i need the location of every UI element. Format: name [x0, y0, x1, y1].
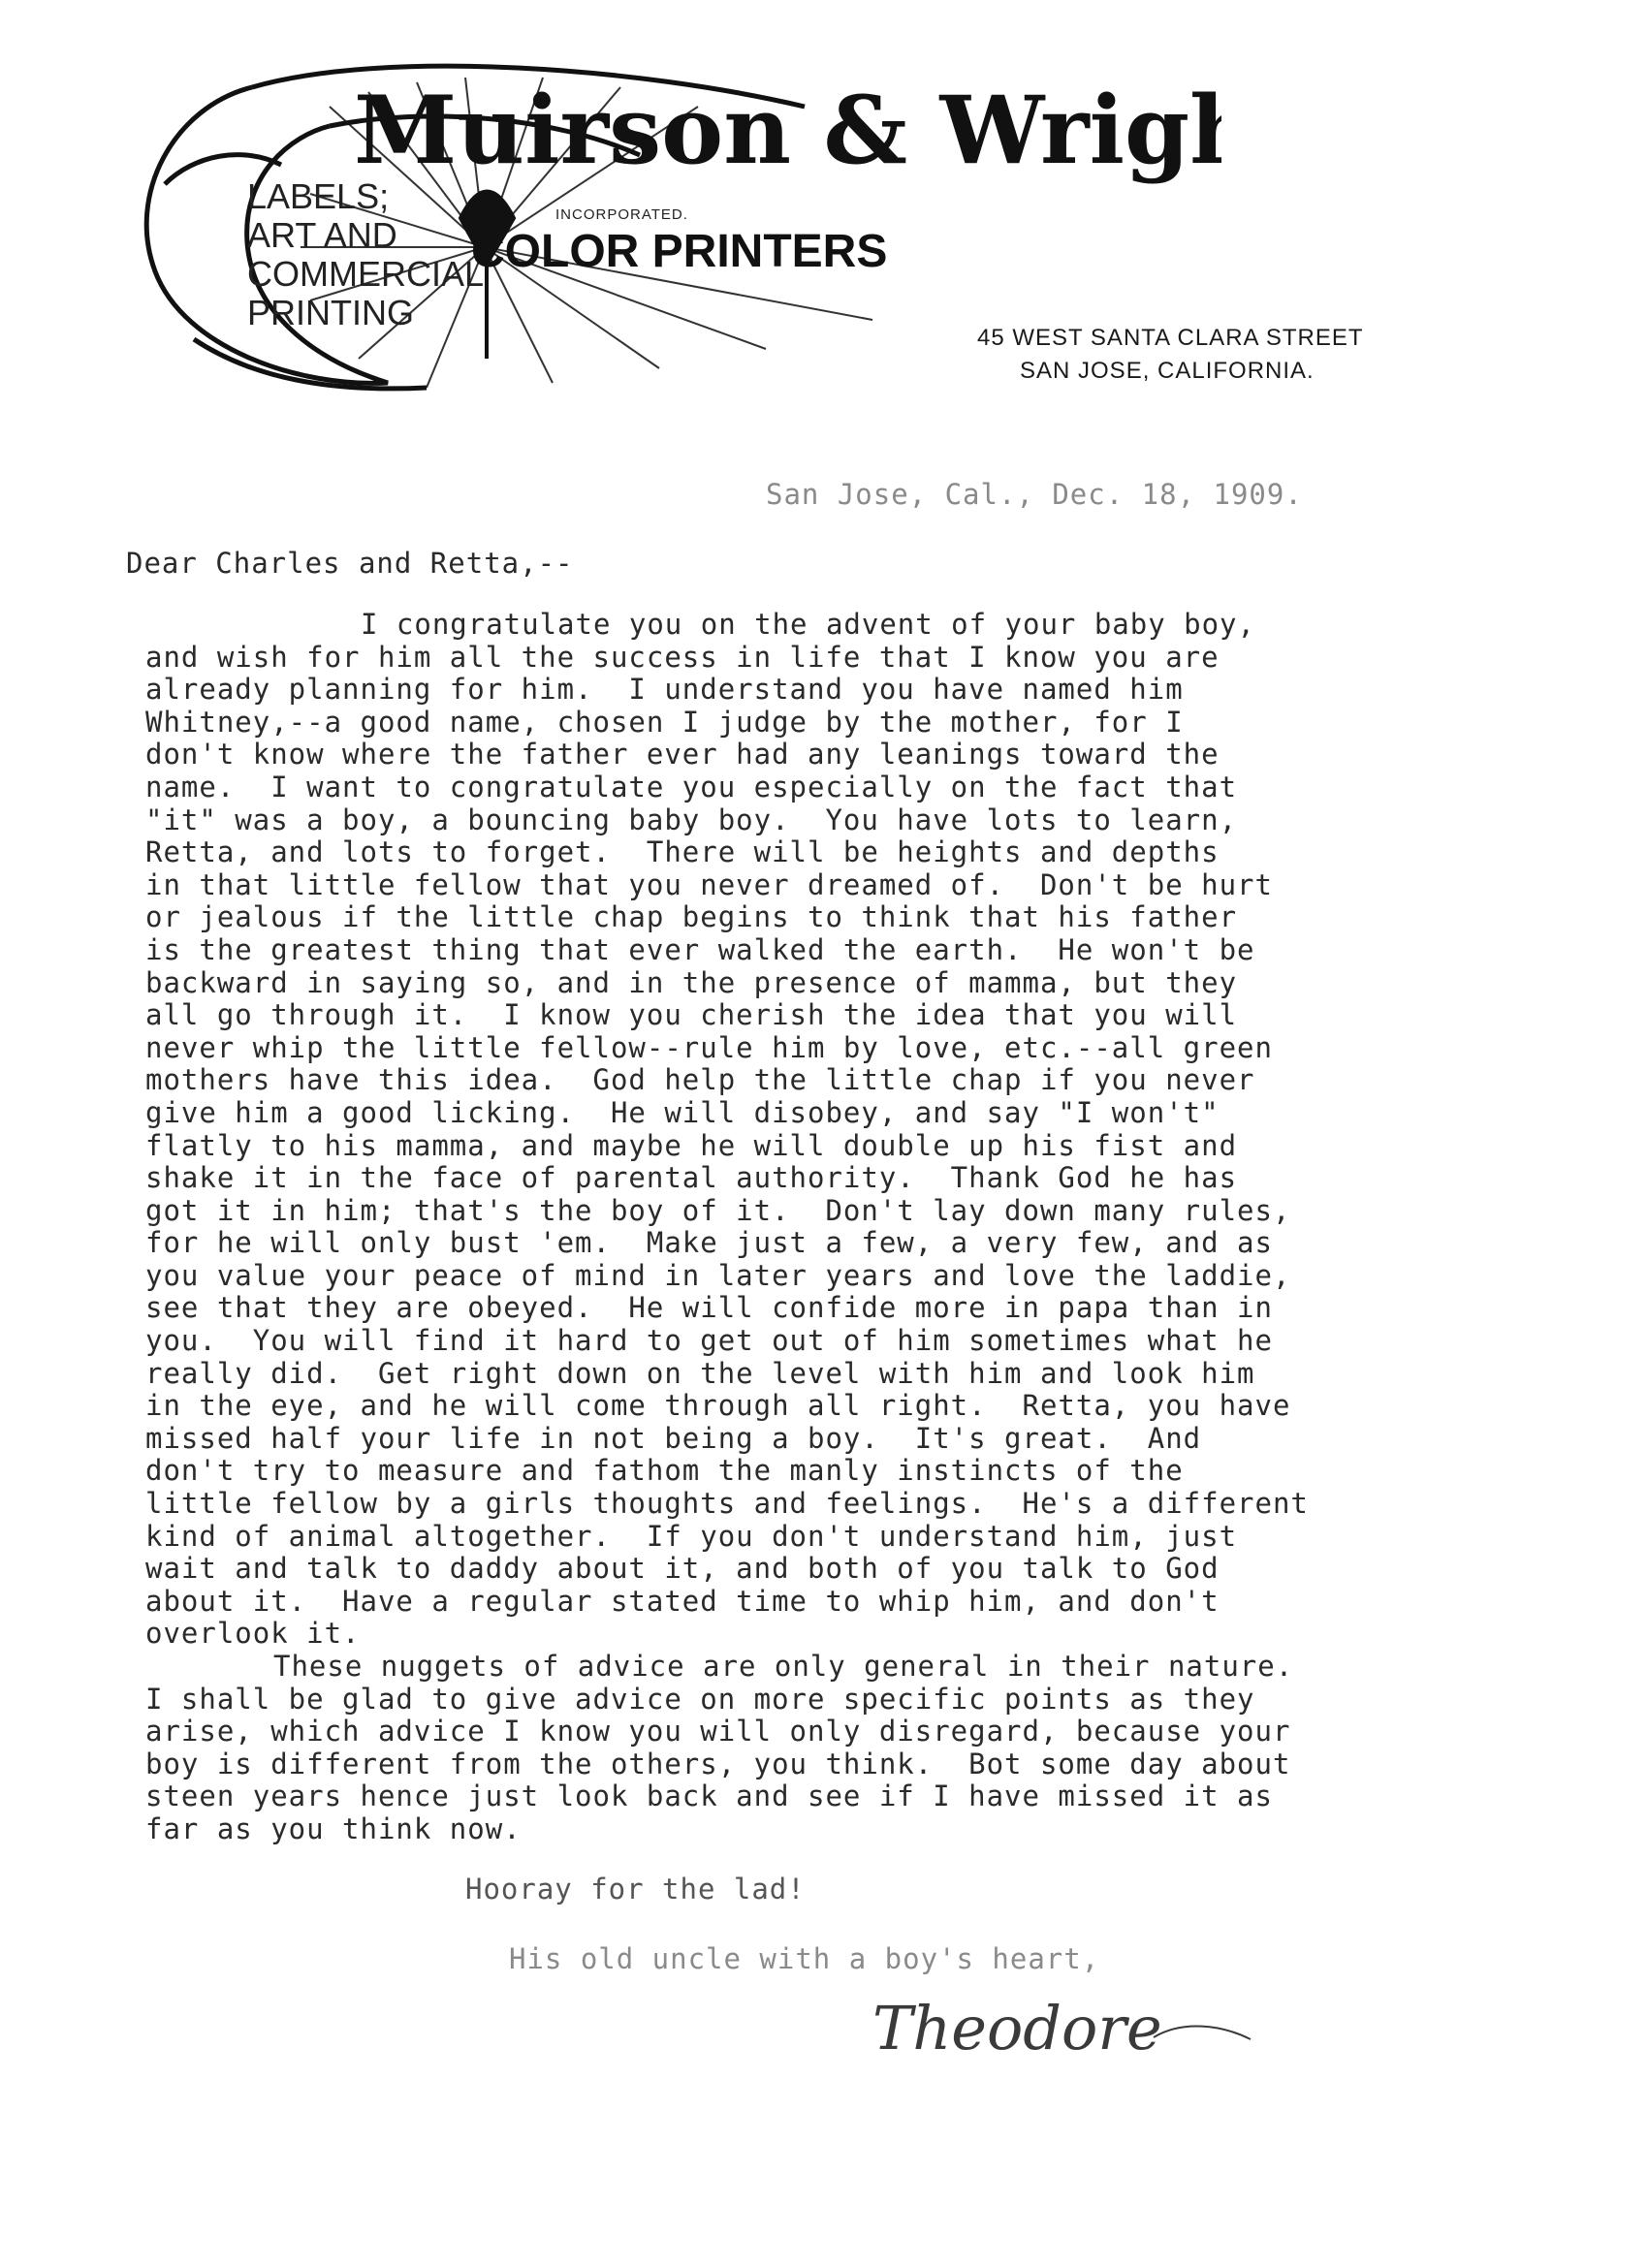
body-line: give him a good licking. He will disobey, and say "I won't" [145, 1095, 1220, 1129]
body-line: missed half your life in not being a boy. It's great. And [145, 1421, 1202, 1455]
address-line: 45 WEST SANTA CLARA STREET [977, 325, 1364, 351]
body-line: I shall be glad to give advice on more specific points as they [145, 1682, 1255, 1716]
side-label-line: LABELS; [247, 176, 390, 216]
body-line: got it in him; that's the boy of it. Don't lay down many rules, [145, 1193, 1291, 1227]
body-line: you value your peace of mind in later years and love the laddie, [145, 1258, 1291, 1292]
body-line: Whitney,--a good name, chosen I judge by the mother, for I [145, 705, 1184, 739]
body-line: flatly to his mamma, and maybe he will double up his fist and [145, 1128, 1238, 1162]
body-line: kind of animal altogether. If you don't understand him, just [145, 1519, 1238, 1553]
body-line: steen years hence just look back and see if I have missed it as [145, 1780, 1273, 1813]
incorporated-label: INCORPORATED. [555, 206, 688, 223]
signature-text: Theodore [872, 1993, 1162, 2063]
body-line: you. You will find it hard to get out of him sometimes what he [145, 1324, 1273, 1358]
body-line: arise, which advice I know you will only disregard, because your [145, 1715, 1291, 1748]
body-line: is the greatest thing that ever walked the earth. He won't be [145, 932, 1255, 966]
closing-line: Hooray for the lad! [465, 1873, 806, 1906]
address-line: SAN JOSE, CALIFORNIA. [1020, 358, 1315, 384]
company-address [977, 322, 1364, 388]
valediction: His old uncle with a boy's heart, [509, 1942, 1100, 1975]
letter-date: San Jose, Cal., Dec. 18, 1909. [766, 478, 1303, 511]
body-line: in the eye, and he will come through all right. Retta, you have [145, 1389, 1291, 1423]
company-name: Muirson & Wright [354, 76, 1221, 185]
body-line: already planning for him. I understand you have named him [145, 673, 1184, 707]
side-label-line: PRINTING [247, 293, 415, 332]
body-line: about it. Have a regular stated time to whip him, and don't [145, 1584, 1220, 1618]
salutation: Dear Charles and Retta,-- [126, 547, 574, 580]
body-line: and wish for him all the success in life that I know you are [145, 640, 1220, 674]
body-line: don't know where the father ever had any leanings toward the [145, 738, 1220, 772]
body-line: shake it in the face of parental authority. Thank God he has [145, 1161, 1238, 1195]
body-line: see that they are obeyed. He will confide more in papa than in [145, 1291, 1273, 1325]
tagline: COLOR PRINTERS [471, 226, 888, 277]
body-line: wait and talk to daddy about it, and both of you talk to God [145, 1552, 1220, 1586]
body-line: all go through it. I know you cherish the idea that you will [145, 998, 1238, 1032]
body-line: in that little fellow that you never dreamed of. Don't be hurt [145, 867, 1273, 901]
body-line: really did. Get right down on the level with him and look him [145, 1356, 1255, 1390]
body-line: far as you think now. [145, 1811, 522, 1845]
body-line: These nuggets of advice are only general in their nature. [273, 1650, 1294, 1683]
body-line: Retta, and lots to forget. There will be heights and depths [145, 835, 1220, 869]
body-line: "it" was a boy, a bouncing baby boy. You have lots to learn, [145, 803, 1238, 836]
handwritten-signature [863, 1981, 1270, 2078]
side-label-line: COMMERCIAL [247, 254, 485, 294]
side-label-line: ART AND [247, 215, 397, 255]
body-line: mothers have this idea. God help the little chap if you never [145, 1063, 1255, 1097]
body-line: or jealous if the little chap begins to think that his father [145, 900, 1238, 934]
body-line: backward in saying so, and in the presence of mamma, but they [145, 965, 1238, 999]
body-line: for he will only bust 'em. Make just a few, a very few, and as [145, 1226, 1273, 1260]
body-line: don't try to measure and fathom the manly instincts of the [145, 1454, 1184, 1488]
body-line: little fellow by a girls thoughts and feelings. He's a different [145, 1487, 1309, 1521]
body-line: overlook it. [145, 1617, 361, 1651]
body-line: I congratulate you on the advent of your baby boy, [361, 608, 1255, 641]
body-line: never whip the little fellow--rule him by love, etc.--all green [145, 1030, 1273, 1064]
letter-body [145, 609, 1309, 1846]
body-line: boy is different from the others, you think. Bot some day about [145, 1747, 1291, 1780]
body-line: name. I want to congratulate you especially on the fact that [145, 770, 1238, 803]
